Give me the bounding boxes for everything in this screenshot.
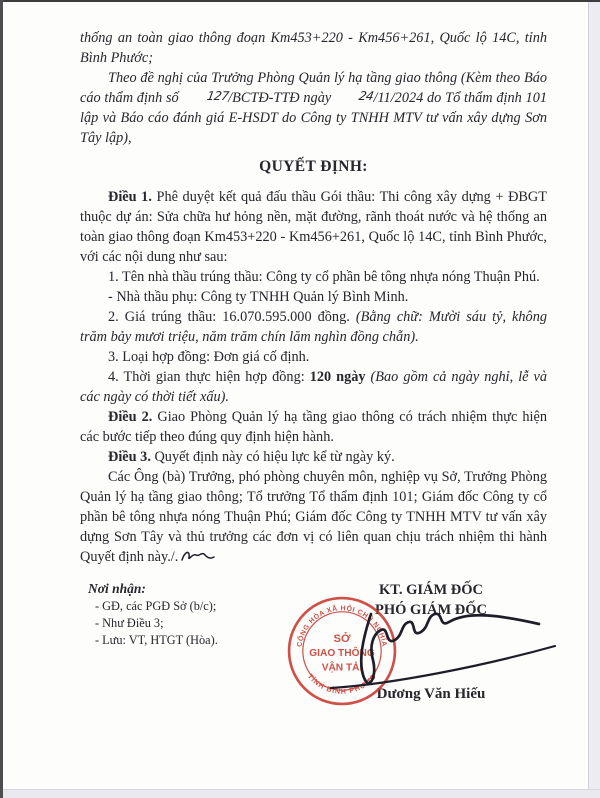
handwritten-report-number: 127 [205, 89, 230, 103]
article-1-item-1: 1. Tên nhà thầu trúng thầu: Công ty cổ phần bê tông nhựa nóng Thuận Phú. [108, 269, 540, 285]
item-4-pre: 4. Thời gian thực hiện hợp đồng: [108, 369, 310, 385]
closing-text: Các Ông (bà) Trưởng, phó phòng chuyên môn, nghiệp vụ Sở, Trưởng Phòng Quản lý hạ tầng giao thông; Tổ trưởng Tổ thẩm định 101; Giám đốc Công ty cổ phần bê tông nhựa nóng Thuận Phú; Giám đốc Công ty TNHH MTV tư vấn xây dựng Sơn Tây và thủ trưởng các đơn vị có liên quan chịu trách nhiệm thi hành Quyết định này./. [80, 469, 547, 565]
item-4-note: (Bao gồm cả ngày nghỉ, lễ và các ngày có thời tiết xấu). [80, 369, 547, 405]
stamp-ring-bottom-text: TỈNH BÌNH PHƯỚC [305, 672, 379, 696]
item-2-price-in-words: (Bằng chữ: Mười sáu tỷ, không trăm bảy mươi triệu, năm trăm chín lăm nghìn đồng chẵn). [80, 309, 547, 345]
signature-scribble-icon [323, 598, 561, 700]
intro-paragraph-continuation [80, 28, 547, 68]
item-4-duration: 120 ngày [309, 369, 366, 385]
signer-title-line2: PHÓ GIÁM ĐỐC [375, 602, 487, 618]
article-1-item-subcontractor: - Nhà thầu phụ: Công ty TNHH Quản lý Bình Minh. [108, 289, 409, 305]
recipient-item: - GĐ, các PGĐ Sở (b/c); [95, 599, 217, 613]
stamp-center-line2: GIAO THÔNG [309, 648, 375, 660]
scan-edge-top [0, 0, 600, 2]
signer-name: Dương Văn Hiếu [376, 686, 486, 702]
scan-edge-bottom [0, 789, 600, 798]
handwritten-initial-icon [179, 548, 215, 564]
decision-document-page [3, 2, 588, 789]
article-3 [80, 447, 547, 467]
signer-title-line1: KT. GIÁM ĐỐC [378, 582, 484, 598]
stamp-center-line1: SỞ [333, 632, 351, 645]
scan-edge-right [588, 0, 600, 798]
item-2-price: 2. Giá trúng thầu: 16.070.595.000 đồng. [108, 309, 356, 325]
article-3-label: Điều 3. [108, 449, 151, 465]
article-2 [80, 407, 547, 447]
article-1-label: Điều 1. [108, 189, 152, 205]
recipient-item: - Lưu: VT, HTGT (Hòa). [95, 633, 218, 647]
stamp-center-line3: VẬN TẢI [321, 662, 363, 674]
intro-line1: thống an toàn giao thông đoạn Km453+220 - Km456+261, Quốc lộ 14C, tỉnh Bình Phước; [80, 30, 547, 66]
intro-paragraph-proposal [80, 68, 547, 148]
signature-block [296, 580, 547, 735]
decision-heading: QUYẾT ĐỊNH: [259, 158, 368, 175]
proposal-text-mid: /BCTĐ-TTĐ ngày [228, 90, 332, 106]
article-1-item-2 [80, 307, 547, 347]
stamp-ring-top-text: CỘNG HÒA XÃ HỘI CHỦ NGHĨA [296, 605, 388, 648]
article-3-text: Quyết định này có hiệu lực kể từ ngày ký. [150, 449, 395, 465]
recipients-title: Nơi nhận: [88, 581, 146, 596]
recipients-block [80, 580, 293, 735]
article-1-text: Phê duyệt kết quả đấu thầu Gói thầu: Thi công xây dựng + ĐBGT thuộc dự án: Sửa chữa hư hỏng nền, mặt đường, rãnh thoát nước và hệ thống an toàn giao thông đoạn Km453+220 - Km456+261, Quốc lộ 14C, tỉnh Bình Phước, với các nội dung như sau: [80, 189, 547, 265]
article-2-label: Điều 2. [108, 409, 153, 425]
article-1 [80, 187, 547, 267]
closing-paragraph [80, 467, 547, 567]
scan-edge-left [0, 0, 3, 798]
recipient-item: - Như Điều 3; [95, 616, 164, 630]
handwritten-day: 24 [357, 89, 375, 103]
proposal-text-pre: Theo đề nghị của Trưởng Phòng Quản lý hạ tầng giao thông (Kèm theo Báo cáo thẩm định số [80, 70, 547, 106]
proposal-text-post: /11/2024 do Tổ thẩm định 101 lập và Báo cáo đánh giá E-HSDT do Công ty TNHH MTV tư vấn xây dựng Sơn Tây lập), [80, 90, 548, 146]
article-1-item-3: 3. Loại hợp đồng: Đơn giá cố định. [108, 349, 310, 365]
document-footer [80, 580, 547, 735]
article-1-item-4 [80, 367, 547, 407]
document-content [80, 28, 547, 735]
article-2-text: Giao Phòng Quản lý hạ tầng giao thông có trách nhiệm thực hiện các bước tiếp theo đúng quy định hiện hành. [80, 409, 547, 445]
